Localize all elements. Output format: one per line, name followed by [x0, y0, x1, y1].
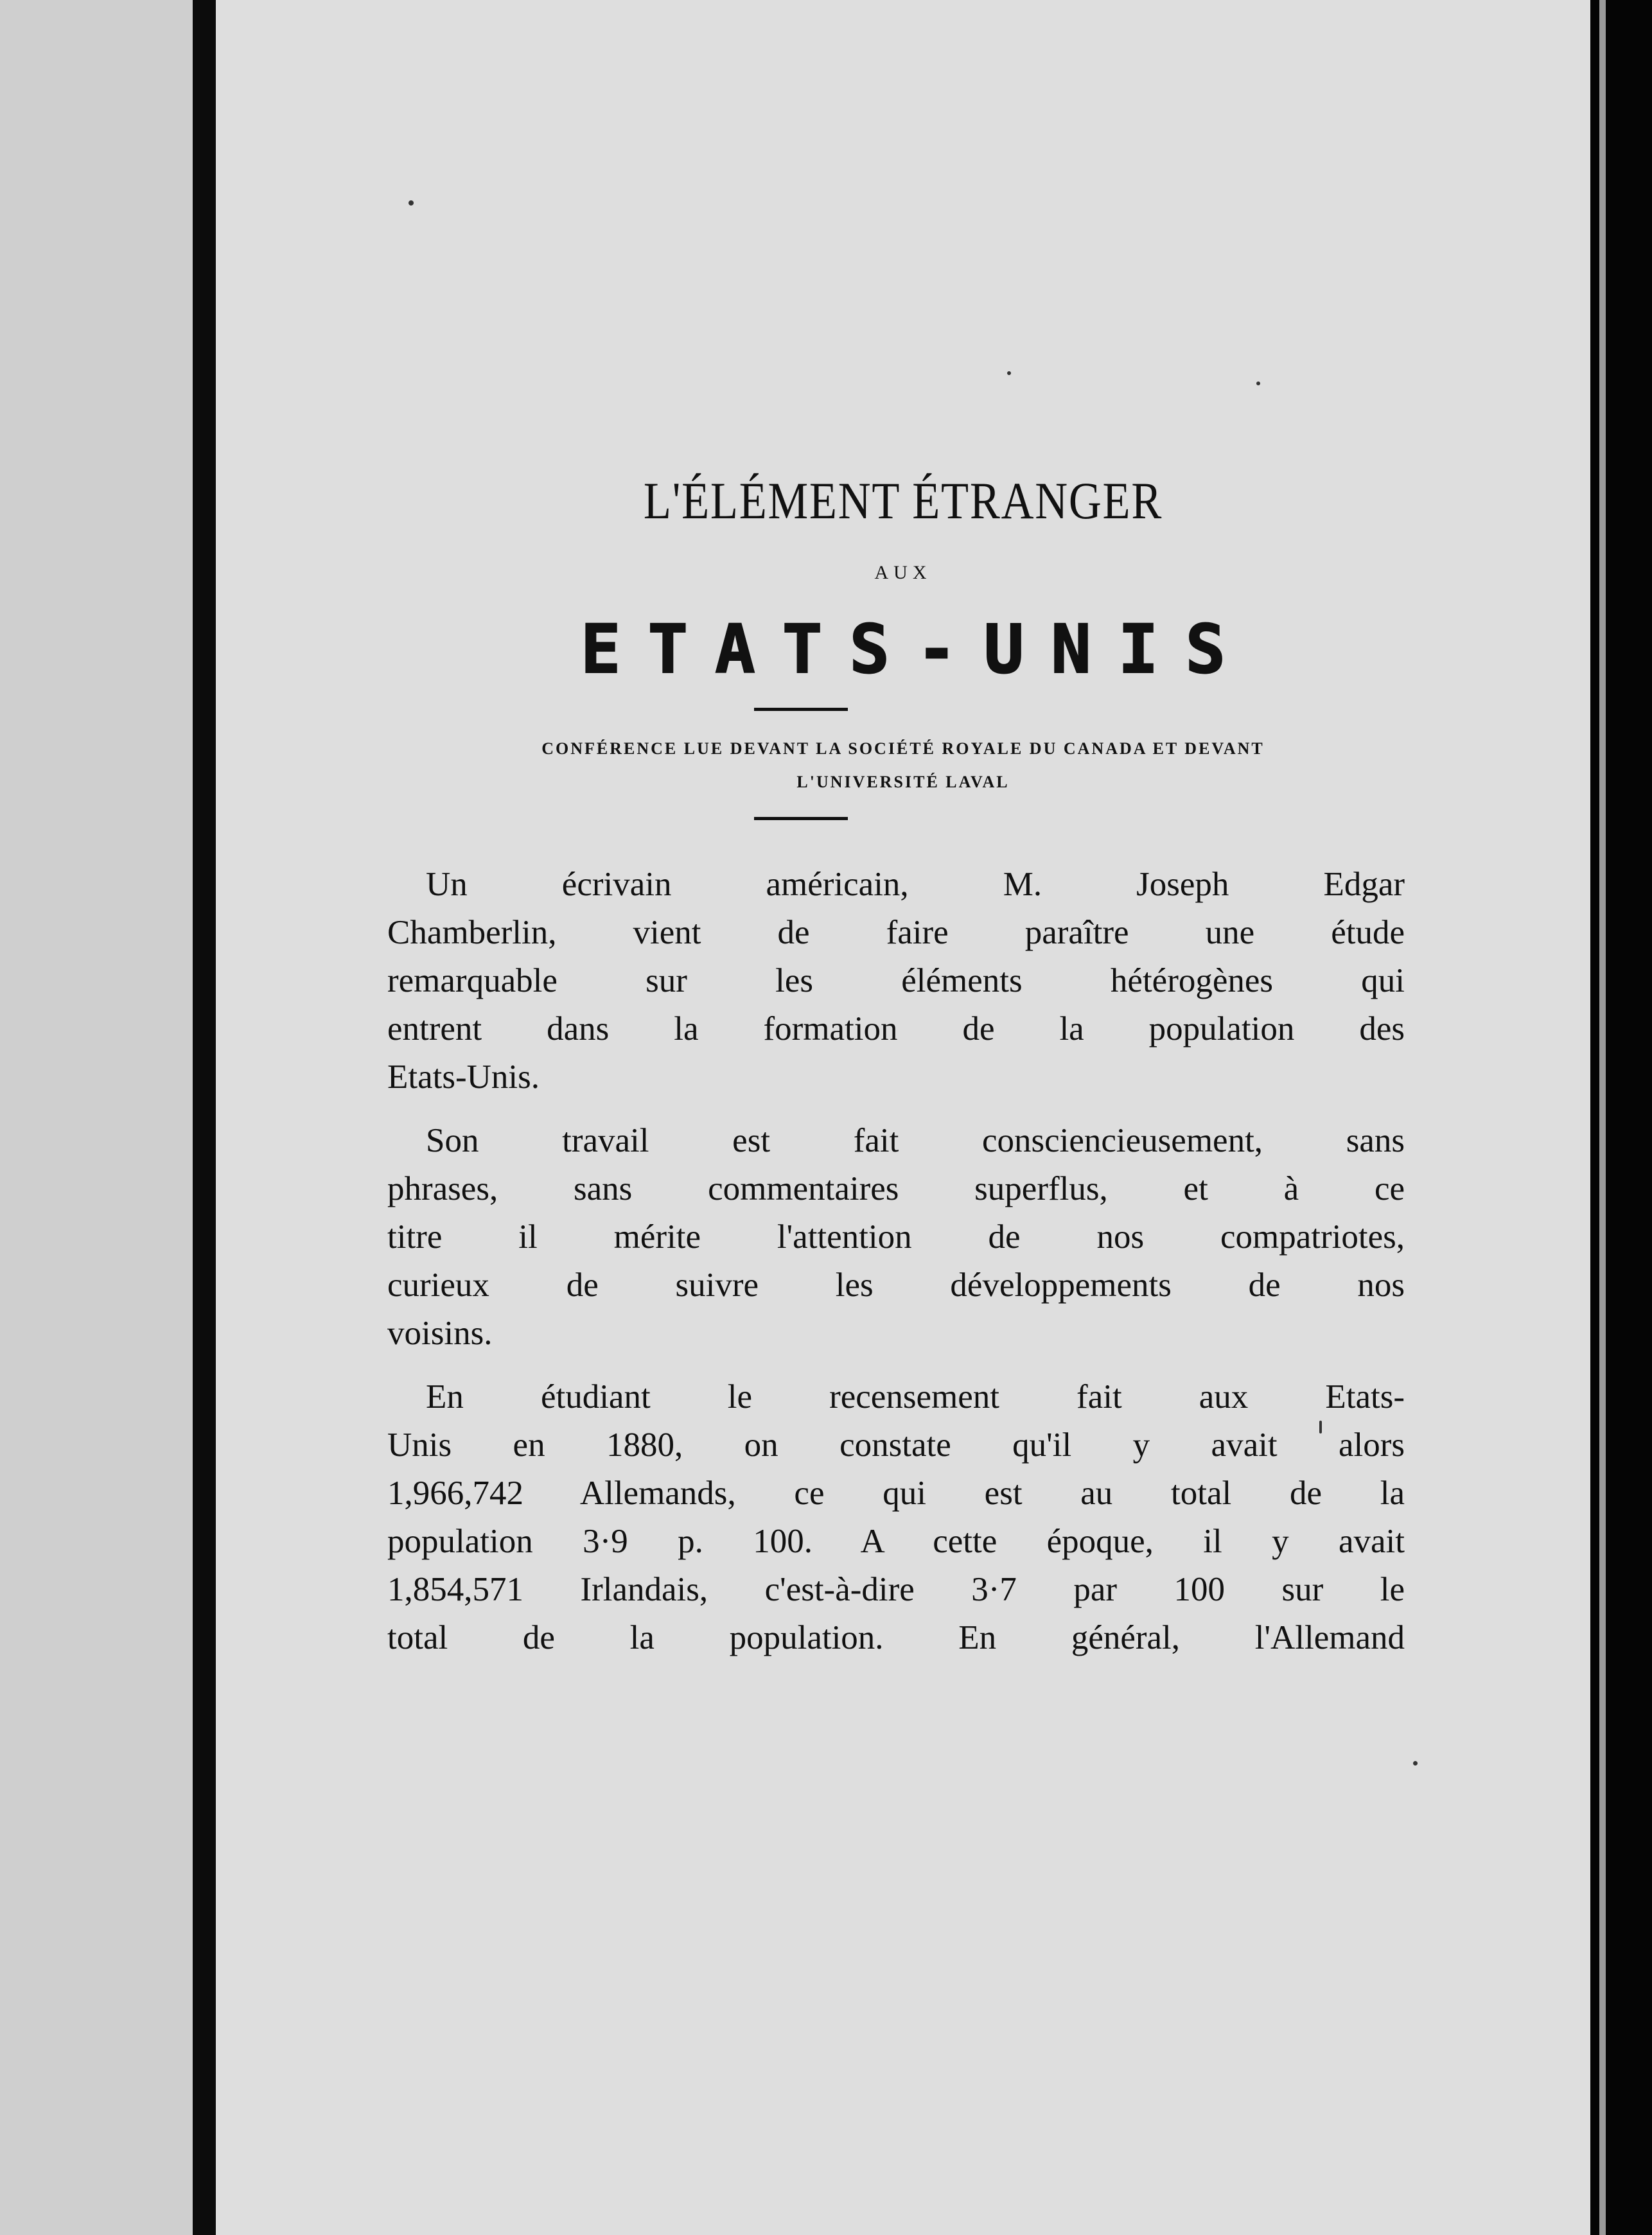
title-connector: AUX — [874, 562, 932, 583]
text-line: phrases, sans commentaires superflus, et à ce — [387, 1170, 1405, 1207]
text-line: remarquable sur les éléments hétérogènes qui — [387, 962, 1405, 999]
left-page-edge — [0, 0, 193, 2235]
speck — [1413, 1761, 1418, 1766]
page-edge-right — [1599, 0, 1606, 2235]
subtitle-line: CONFÉRENCE LUE DEVANT LA SOCIÉTÉ ROYALE DU CANADA ET DEVANT — [541, 739, 1265, 758]
paragraph — [387, 1373, 1405, 1662]
text-line: titre il mérite l'attention de nos compatriotes, — [387, 1218, 1405, 1256]
page-heading: ETATS-UNIS — [580, 610, 1253, 688]
text-line: Un écrivain américain, M. Joseph Edgar — [426, 866, 1405, 903]
text-line: Son travail est fait consciencieusement, sans — [426, 1122, 1405, 1159]
text-line: curieux de suivre les développements de nos — [387, 1266, 1405, 1304]
text-line: Unis en 1880, on constate qu'il y avait alors — [387, 1426, 1405, 1464]
subtitle — [216, 732, 1590, 799]
text-line: entrent dans la formation de la population des — [387, 1010, 1405, 1047]
speck — [1256, 381, 1260, 385]
text-line: voisins. — [387, 1315, 493, 1352]
speck — [409, 200, 414, 206]
text-line: En étudiant le recensement fait aux Etats- — [426, 1378, 1405, 1416]
text-line: 1,854,571 Irlandais, c'est-à-dire 3·7 par 100 sur le — [387, 1571, 1405, 1608]
text-line: population 3·9 p. 100. A cette époque, il y avait — [387, 1523, 1405, 1560]
text-line: Etats-Unis. — [387, 1058, 540, 1096]
text-line: total de la population. En général, l'Allemand — [387, 1619, 1405, 1656]
body-text — [387, 861, 1405, 1678]
text-line: Chamberlin, vient de faire paraître une étude — [387, 914, 1405, 951]
paragraph — [387, 1117, 1405, 1358]
divider — [754, 817, 848, 820]
subtitle-line: L'UNIVERSITÉ LAVAL — [796, 773, 1010, 791]
divider — [754, 708, 848, 711]
paragraph — [387, 861, 1405, 1101]
document-page — [216, 0, 1590, 2235]
page-title: L'ÉLÉMENT ÉTRANGER — [643, 471, 1163, 530]
speck — [1007, 371, 1011, 375]
page-gutter-left — [193, 0, 216, 2235]
text-line: 1,966,742 Allemands, ce qui est au total de la — [387, 1475, 1405, 1512]
